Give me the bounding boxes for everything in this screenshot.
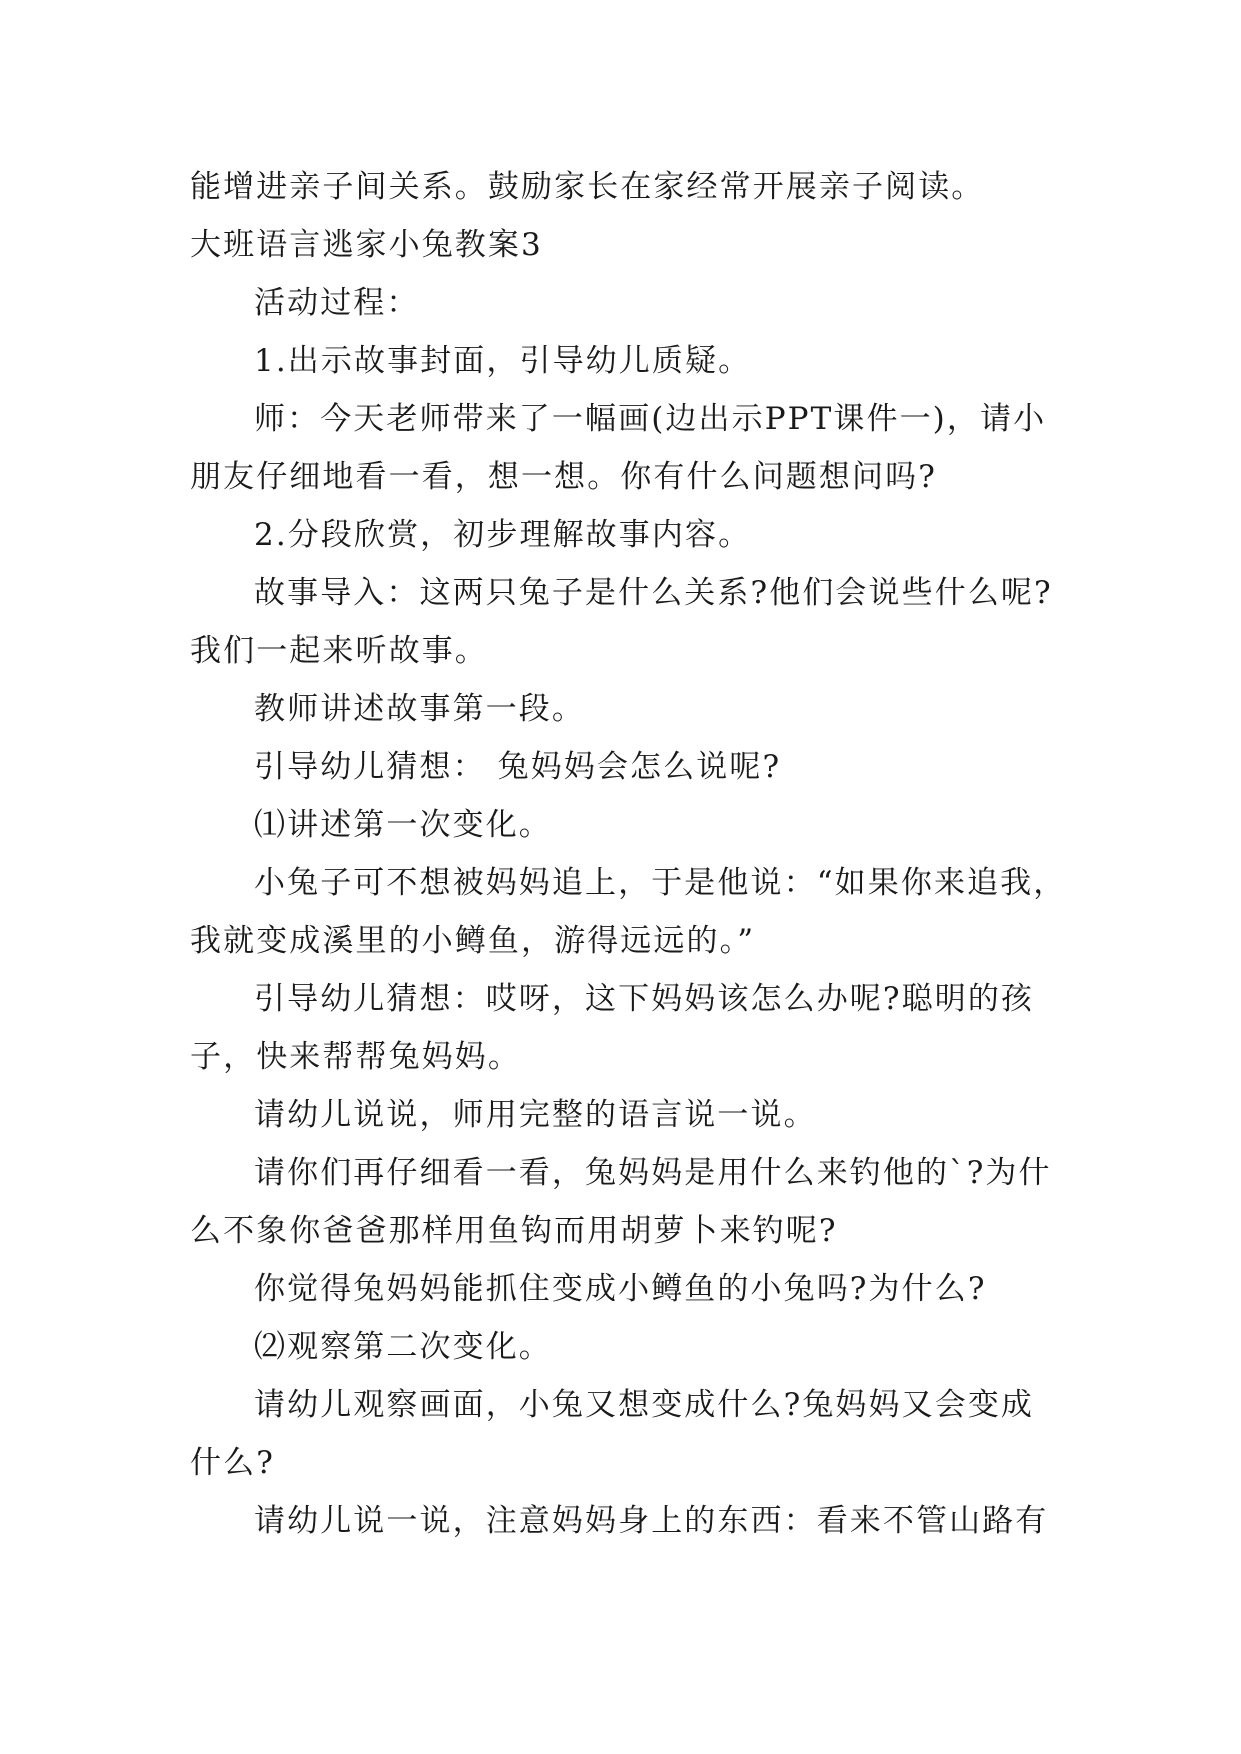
text-line: 子，快来帮帮兔妈妈。 [190,1039,521,1075]
text-line: 什么? [190,1445,275,1481]
text-line: 请幼儿说一说，注意妈妈身上的东西：看来不管山路有 [254,1503,1049,1539]
text-line: 小兔子可不想被妈妈追上，于是他说：“如果你来追我， [254,865,1067,901]
text-line: 请幼儿观察画面，小兔又想变成什么?兔妈妈又会变成 [254,1387,1035,1423]
text-line: 1.出示故事封面，引导幼儿质疑。 [254,343,752,379]
text-line: ⑴讲述第一次变化。 [254,807,552,843]
text-line: 请你们再仔细看一看，兔妈妈是用什么来钓他的`?为什 [254,1155,1052,1191]
text-line: 教师讲述故事第一段。 [254,691,585,727]
text-line: 么不象你爸爸那样用鱼钩而用胡萝卜来钓呢? [190,1213,838,1249]
text-line: 我们一起来听故事。 [190,633,488,669]
text-line: 我就变成溪里的小鳟鱼，游得远远的。” [190,923,756,959]
text-line: 2.分段欣赏，初步理解故事内容。 [254,517,752,553]
text-line: 故事导入：这两只兔子是什么关系?他们会说些什么呢? [254,575,1053,611]
text-line: 你觉得兔妈妈能抓住变成小鳟鱼的小兔吗?为什么? [254,1271,987,1307]
text-line: 引导幼儿猜想：哎呀，这下妈妈该怎么办呢?聪明的孩 [254,981,1035,1017]
text-line: 朋友仔细地看一看，想一想。你有什么问题想问吗? [190,459,937,495]
text-line: 活动过程： [254,285,420,321]
text-line: 请幼儿说说，师用完整的语言说一说。 [254,1097,817,1133]
text-line: ⑵观察第二次变化。 [254,1329,552,1365]
section-heading: 大班语言逃家小兔教案3 [190,227,543,263]
document-body [190,158,1070,1550]
text-line: 师：今天老师带来了一幅画(边出示PPT课件一)，请小 [254,401,1047,437]
text-line: 引导幼儿猜想： 兔妈妈会怎么说呢? [254,749,782,785]
text-line: 能增进亲子间关系。鼓励家长在家经常开展亲子阅读。 [190,169,985,205]
